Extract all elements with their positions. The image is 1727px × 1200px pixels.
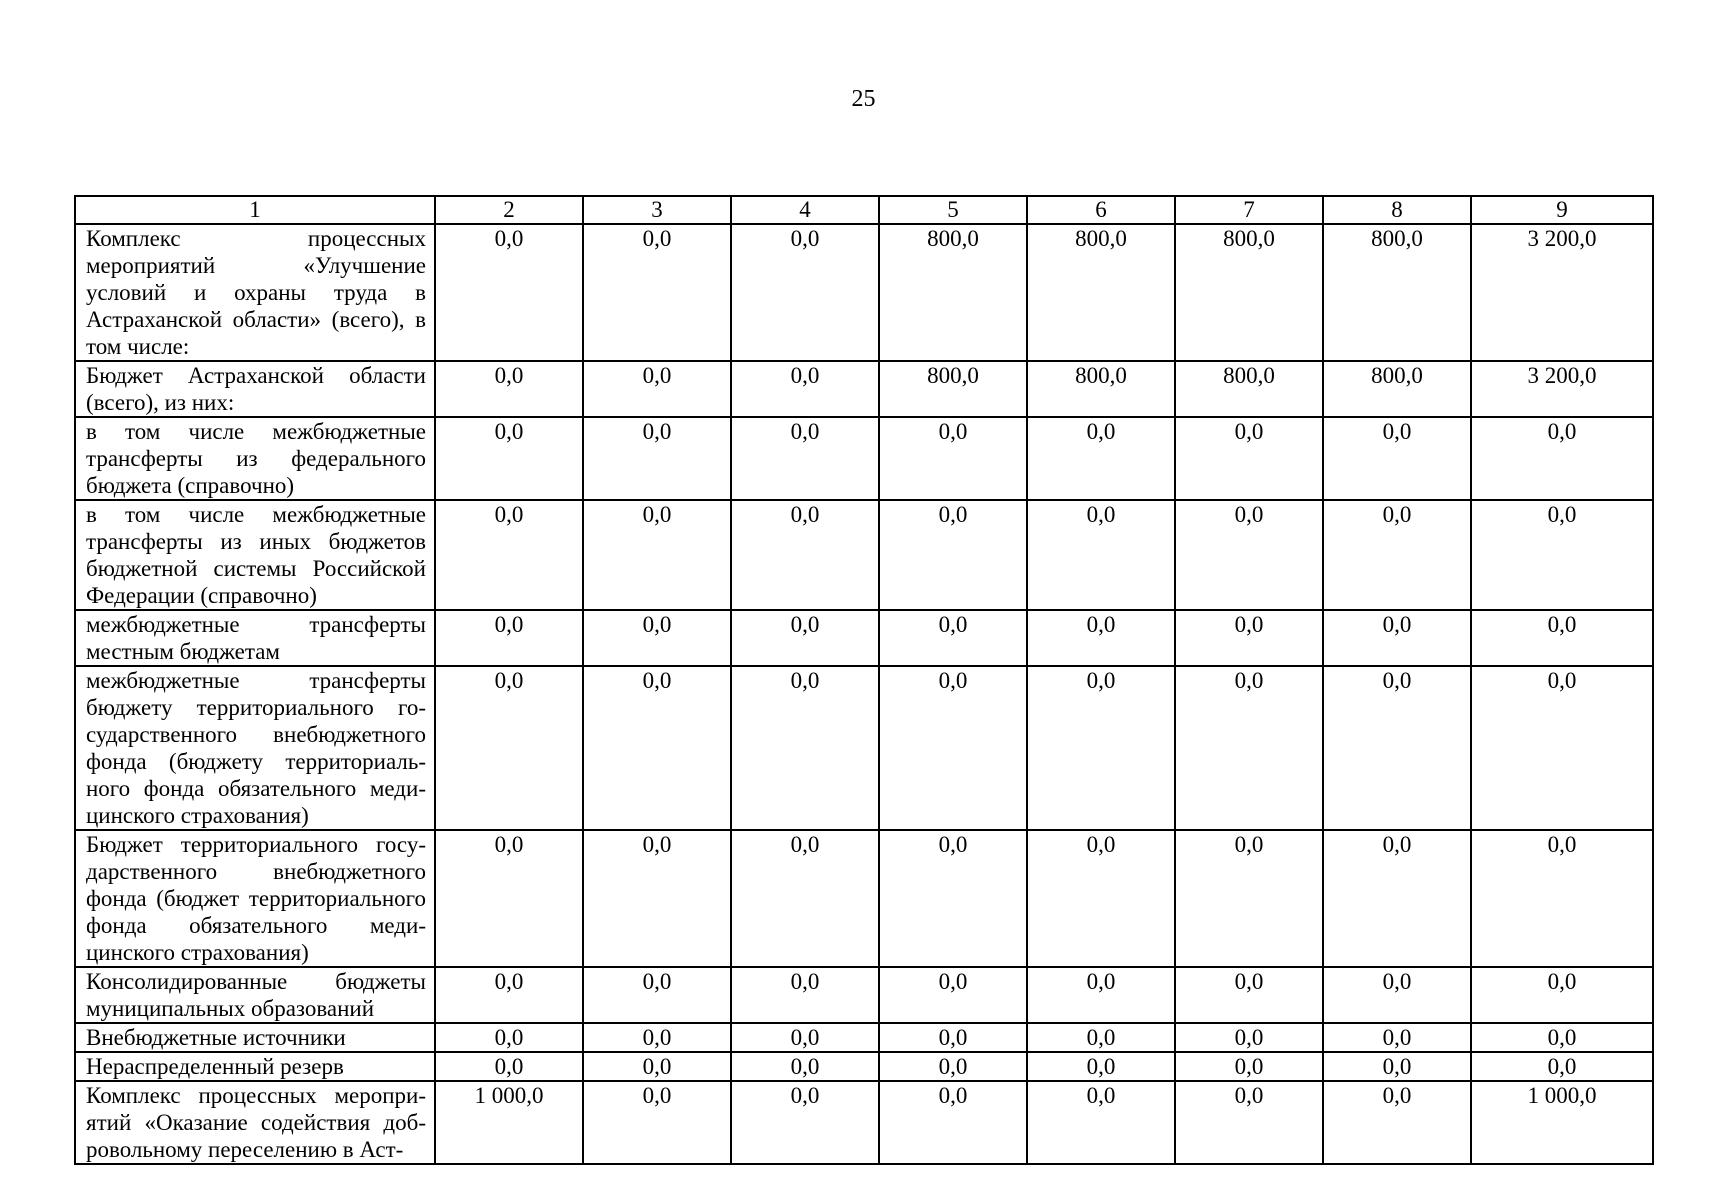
value-cell: 0,0 bbox=[1175, 1052, 1323, 1081]
value-cell: 0,0 bbox=[731, 1052, 879, 1081]
value-cell: 3 200,0 bbox=[1471, 361, 1653, 417]
value-cell: 0,0 bbox=[1027, 417, 1175, 500]
value-cell: 0,0 bbox=[583, 1081, 731, 1164]
column-header: 7 bbox=[1175, 196, 1323, 224]
column-header: 6 bbox=[1027, 196, 1175, 224]
row-label: в том числе межбюджетные трансферты из иных бюджетов бюджетной системы Российской Федерации (справочно) bbox=[75, 500, 435, 610]
value-cell: 0,0 bbox=[1323, 417, 1471, 500]
value-cell: 0,0 bbox=[879, 967, 1027, 1023]
value-cell: 0,0 bbox=[1471, 1052, 1653, 1081]
value-cell: 1 000,0 bbox=[435, 1081, 583, 1164]
value-cell: 800,0 bbox=[1323, 361, 1471, 417]
value-cell: 0,0 bbox=[1471, 417, 1653, 500]
value-cell: 0,0 bbox=[583, 666, 731, 830]
row-label: межбюджетные трансферты местным бюджетам bbox=[75, 610, 435, 666]
value-cell: 0,0 bbox=[583, 417, 731, 500]
value-cell: 0,0 bbox=[1027, 666, 1175, 830]
row-label: Бюджет Астраханской области (всего), из них: bbox=[75, 361, 435, 417]
value-cell: 0,0 bbox=[583, 967, 731, 1023]
value-cell: 0,0 bbox=[1175, 830, 1323, 967]
value-cell: 0,0 bbox=[731, 224, 879, 361]
value-cell: 800,0 bbox=[1323, 224, 1471, 361]
column-header: 8 bbox=[1323, 196, 1471, 224]
table-row bbox=[75, 1023, 1653, 1052]
value-cell: 0,0 bbox=[583, 610, 731, 666]
value-cell: 0,0 bbox=[1323, 666, 1471, 830]
value-cell: 800,0 bbox=[1175, 361, 1323, 417]
row-label: Внебюджетные источники bbox=[75, 1023, 435, 1052]
column-header: 4 bbox=[731, 196, 879, 224]
value-cell: 0,0 bbox=[1027, 1081, 1175, 1164]
table-row bbox=[75, 1052, 1653, 1081]
value-cell: 0,0 bbox=[879, 500, 1027, 610]
value-cell: 0,0 bbox=[1323, 830, 1471, 967]
value-cell: 0,0 bbox=[1471, 967, 1653, 1023]
value-cell: 0,0 bbox=[1027, 1052, 1175, 1081]
table-row bbox=[75, 417, 1653, 500]
value-cell: 0,0 bbox=[435, 417, 583, 500]
value-cell: 0,0 bbox=[1471, 666, 1653, 830]
value-cell: 0,0 bbox=[1027, 500, 1175, 610]
value-cell: 0,0 bbox=[879, 666, 1027, 830]
column-header: 1 bbox=[75, 196, 435, 224]
value-cell: 0,0 bbox=[435, 500, 583, 610]
table-row bbox=[75, 1081, 1653, 1164]
value-cell: 0,0 bbox=[435, 666, 583, 830]
value-cell: 0,0 bbox=[1175, 967, 1323, 1023]
table-row bbox=[75, 830, 1653, 967]
value-cell: 0,0 bbox=[583, 1052, 731, 1081]
table-row bbox=[75, 361, 1653, 417]
value-cell: 0,0 bbox=[1175, 1081, 1323, 1164]
value-cell: 0,0 bbox=[435, 361, 583, 417]
value-cell: 0,0 bbox=[583, 500, 731, 610]
table-body bbox=[75, 224, 1653, 1164]
value-cell: 0,0 bbox=[879, 1052, 1027, 1081]
value-cell: 0,0 bbox=[731, 1023, 879, 1052]
value-cell: 0,0 bbox=[731, 610, 879, 666]
table-row bbox=[75, 610, 1653, 666]
row-label: Комплекс процессных мероприятий «Оказание содействия добровольному переселению в Аст- bbox=[75, 1081, 435, 1164]
value-cell: 3 200,0 bbox=[1471, 224, 1653, 361]
value-cell: 0,0 bbox=[435, 967, 583, 1023]
value-cell: 0,0 bbox=[731, 1081, 879, 1164]
value-cell: 0,0 bbox=[1175, 666, 1323, 830]
table-row bbox=[75, 500, 1653, 610]
value-cell: 0,0 bbox=[1175, 417, 1323, 500]
budget-table bbox=[74, 195, 1654, 1165]
value-cell: 0,0 bbox=[1175, 610, 1323, 666]
row-label: межбюджетные трансферты бюджету территориального государственного внебюджетного фонда (бюджету территориального фонда обязательного медицинского страхования) bbox=[75, 666, 435, 830]
table-row bbox=[75, 224, 1653, 361]
value-cell: 0,0 bbox=[1027, 967, 1175, 1023]
value-cell: 0,0 bbox=[731, 830, 879, 967]
value-cell: 1 000,0 bbox=[1471, 1081, 1653, 1164]
value-cell: 0,0 bbox=[435, 830, 583, 967]
value-cell: 0,0 bbox=[731, 417, 879, 500]
value-cell: 800,0 bbox=[879, 224, 1027, 361]
value-cell: 0,0 bbox=[1323, 1081, 1471, 1164]
column-header: 9 bbox=[1471, 196, 1653, 224]
value-cell: 0,0 bbox=[583, 830, 731, 967]
value-cell: 0,0 bbox=[435, 610, 583, 666]
value-cell: 0,0 bbox=[1471, 1023, 1653, 1052]
value-cell: 0,0 bbox=[731, 666, 879, 830]
row-label: в том числе межбюджетные трансферты из федерального бюджета (справочно) bbox=[75, 417, 435, 500]
page-number: 25 bbox=[851, 86, 876, 112]
table-row bbox=[75, 967, 1653, 1023]
value-cell: 0,0 bbox=[731, 500, 879, 610]
row-label: Консолидированные бюджеты муниципальных образований bbox=[75, 967, 435, 1023]
value-cell: 0,0 bbox=[435, 224, 583, 361]
value-cell: 0,0 bbox=[1323, 500, 1471, 610]
value-cell: 0,0 bbox=[1471, 610, 1653, 666]
value-cell: 0,0 bbox=[1175, 500, 1323, 610]
column-header: 3 bbox=[583, 196, 731, 224]
row-label: Нераспределенный резерв bbox=[75, 1052, 435, 1081]
value-cell: 0,0 bbox=[435, 1023, 583, 1052]
value-cell: 800,0 bbox=[1027, 361, 1175, 417]
value-cell: 0,0 bbox=[583, 1023, 731, 1052]
value-cell: 0,0 bbox=[879, 417, 1027, 500]
value-cell: 800,0 bbox=[879, 361, 1027, 417]
value-cell: 0,0 bbox=[879, 830, 1027, 967]
value-cell: 0,0 bbox=[583, 361, 731, 417]
value-cell: 0,0 bbox=[1471, 830, 1653, 967]
value-cell: 0,0 bbox=[879, 1023, 1027, 1052]
value-cell: 0,0 bbox=[731, 361, 879, 417]
value-cell: 0,0 bbox=[731, 967, 879, 1023]
value-cell: 0,0 bbox=[583, 224, 731, 361]
value-cell: 0,0 bbox=[1027, 830, 1175, 967]
value-cell: 0,0 bbox=[1323, 967, 1471, 1023]
row-label: Бюджет территориального государственного внебюджетного фонда (бюджет территориального фонда обязательного медицинского страхования) bbox=[75, 830, 435, 967]
value-cell: 0,0 bbox=[1323, 610, 1471, 666]
column-header: 2 bbox=[435, 196, 583, 224]
value-cell: 0,0 bbox=[1027, 1023, 1175, 1052]
value-cell: 800,0 bbox=[1175, 224, 1323, 361]
table-row bbox=[75, 666, 1653, 830]
value-cell: 800,0 bbox=[1027, 224, 1175, 361]
value-cell: 0,0 bbox=[1471, 500, 1653, 610]
value-cell: 0,0 bbox=[879, 1081, 1027, 1164]
row-label: Комплекс процессных мероприятий «Улучшение условий и охраны труда в Астраханской области» (всего), в том числе: bbox=[75, 224, 435, 361]
value-cell: 0,0 bbox=[879, 610, 1027, 666]
value-cell: 0,0 bbox=[1175, 1023, 1323, 1052]
value-cell: 0,0 bbox=[435, 1052, 583, 1081]
value-cell: 0,0 bbox=[1323, 1023, 1471, 1052]
header-row bbox=[75, 196, 1653, 224]
value-cell: 0,0 bbox=[1027, 610, 1175, 666]
value-cell: 0,0 bbox=[1323, 1052, 1471, 1081]
column-header: 5 bbox=[879, 196, 1027, 224]
